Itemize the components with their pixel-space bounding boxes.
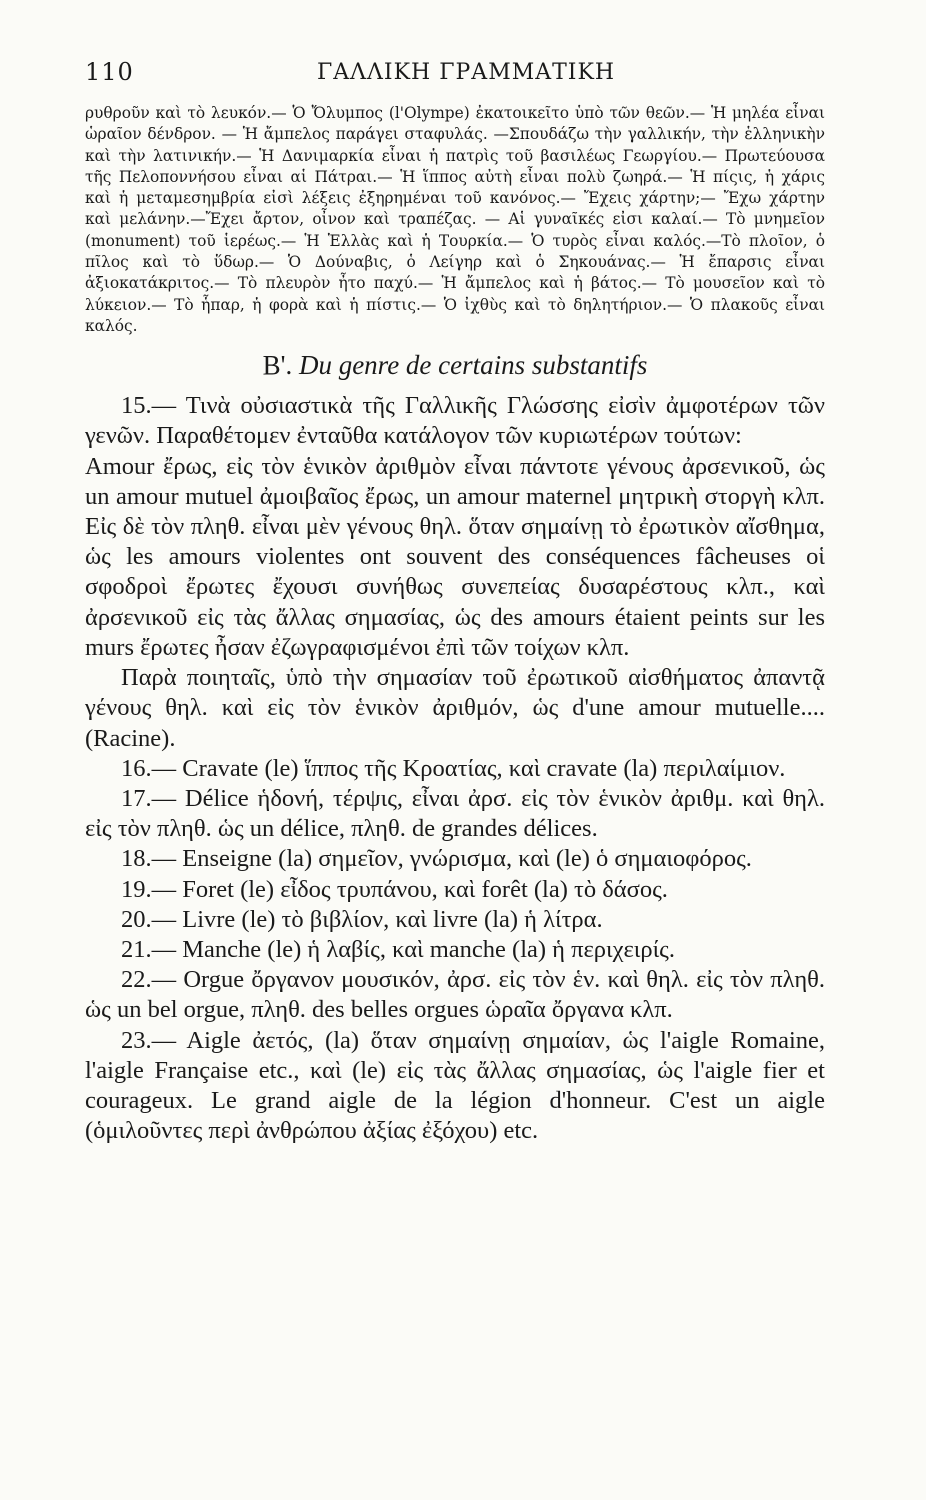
page-header bbox=[85, 58, 825, 94]
paragraph-23: 23.— Aigle ἀετός, (la) ὅταν σημαίνῃ σημαίαν, ὡς l'aigle Romaine, l'aigle Française etc., καὶ (le) εἰς τὰς ἄλλας σημασίας, ὡς l'aigle fier et courageux. Le grand aigle de la légion d'honneur. C'est un aigle (ὁμιλοῦντες περὶ ἀνθρώπου ἀξίας ἐξόχου) etc. bbox=[85, 1026, 825, 1145]
exercise-sentences bbox=[85, 103, 825, 337]
section-heading bbox=[85, 349, 825, 381]
body-text bbox=[85, 391, 825, 1146]
running-title: ΓΑΛΛΙΚΗ ΓΡΑΜΜΑΤΙΚΗ bbox=[317, 60, 616, 85]
paragraph-18: 18.— Enseigne (la) σημεῖον, γνώρισμα, καὶ (le) ὁ σημαιοφόρος. bbox=[121, 845, 752, 873]
paragraph-16: 16.— Cravate (le) ἵππος τῆς Κροατίας, καὶ cravate (la) περιλαίμιον. bbox=[121, 754, 786, 782]
paragraph-21: 21.— Manche (le) ἡ λαβίς, καὶ manche (la) ἡ περιχειρίς. bbox=[121, 935, 675, 963]
section-letter: Β'. bbox=[262, 350, 293, 381]
page-number: 110 bbox=[85, 58, 134, 86]
paragraph-15: 15.— Τινὰ οὐσιαστικὰ τῆς Γαλλικῆς Γλώσσης εἰσὶν ἀμφοτέρων τῶν γενῶν. Παραθέτομεν ἐνταῦθα κατάλογον τῶν κυριωτέρων τούτων: bbox=[85, 392, 825, 450]
paragraph-19: 19.— Foret (le) εἶδος τρυπάνου, καὶ forêt (la) τὸ δάσος. bbox=[121, 875, 668, 903]
section-title: Du genre de certains substantifs bbox=[298, 350, 648, 381]
paragraph-20: 20.— Livre (le) τὸ βιβλίον, καὶ livre (la) ἡ λίτρα. bbox=[121, 905, 603, 933]
paragraph-22: 22.— Orgue ὄργανον μουσικόν, ἀρσ. εἰς τὸν ἑν. καὶ θηλ. εἰς τὸν πληθ. ὡς un bel orgue, πληθ. des belles orgues ὡραῖα ὄργανα κλπ. bbox=[85, 966, 825, 1024]
exercise-paragraph: ρυθροῦν καὶ τὸ λευκόν.— Ὁ Ὄλυμπος (l'Olympe) ἐκατοικεῖτο ὑπὸ τῶν θεῶν.— Ἡ μηλέα εἶναι ὡραῖον δένδρον. — Ἡ ἄμπελος παράγει σταφυλάς. —Σπουδάζω τὴν γαλλικήν, τὴν ἑλληνικὴν καὶ τὴν λατινικήν.— Ἡ Δανιμαρκία εἶναι ἡ πατρὶς τοῦ βασιλέως Γεωργίου.— Πρωτεύουσα τῆς Πελοποννήσου εἶναι αἱ Πάτραι.— Ἡ ἵππος αὐτὴ εἶναι πολὺ ζωηρά.— Ἡ πίςις, ἡ χάρις καὶ ἡ μεταμεσημβρία εἰσὶ λέξεις ἐξηρημέναι τοῦ κανόνος.— Ἔχεις χάρτην;— Ἔχω χάρτην καὶ μελάνην.—Ἔχει ἄρτον, οἶνον καὶ τραπέζας. — Αἱ γυναῖκές εἰσι καλαί.— Τὸ μνημεῖον (monument) τοῦ ἱερέως.— Ἡ Ἑλλὰς καὶ ἡ Τουρκία.— Ὁ τυρὸς εἶναι καλός.—Τὸ πλοῖον, ὁ πῖλος καὶ τὸ ὕδωρ.— Ὁ Δούναβις, ὁ Λείγηρ καὶ ὁ Σηκουάνας.— Ἡ ἔπαρσις εἶναι ἀξιοκατάκριτος.— Τὸ πλευρὸν ἦτο παχύ.— Ἡ ἄμπελος καὶ ἡ βάτος.— Τὸ μουσεῖον καὶ τὸ λύκειον.— Τὸ ἧπαρ, ἡ φορὰ καὶ ἡ πίστις.— Ὁ ἰχθὺς καὶ τὸ δηλητήριον.— Ὁ πλακοῦς εἶναι καλός. bbox=[85, 104, 825, 335]
paragraph-17: 17.— Délice ἡδονή, τέρψις, εἶναι ἀρσ. εἰς τὸν ἑνικὸν ἀριθμ. καὶ θηλ. εἰς τὸν πληθ. ὡς un délice, πληθ. de grandes délices. bbox=[85, 784, 825, 843]
paragraph-amour: Amour ἔρως, εἰς τὸν ἑνικὸν ἀριθμὸν εἶναι πάντοτε γένους ἀρσενικοῦ, ὡς un amour mutuel ἀμοιβαῖος ἔρως, un amour maternel μητρικὴ στοργὴ κλπ. Εἰς δὲ τὸν πληθ. εἶναι μὲν γένους θηλ. ὅταν σημαίνῃ τὸ ἐρωτικὸν αἴσθημα, ὡς les amours violentes ont souvent des conséquences fâcheuses οἱ σφοδροὶ ἔρωτες ἔχουσι συνήθως συνεπείας δυσαρέστους κλπ., καὶ ἀρσενικοῦ εἰς τὰς ἄλλας σημασίας, ὡς des amours étaient peints sur les murs ἔρωτες ἦσαν ἐζωγραφισμένοι ἐπὶ τῶν τοίχων κλπ. bbox=[85, 452, 825, 661]
paragraph-poets: Παρὰ ποιηταῖς, ὑπὸ τὴν σημασίαν τοῦ ἐρωτικοῦ αἰσθήματος ἀπαντᾷ γένους θηλ. καὶ εἰς τὸν ἑνικὸν ἀριθμόν, ὡς d'une amour mutuelle.... (Racine). bbox=[85, 664, 825, 752]
book-page bbox=[85, 58, 825, 1478]
